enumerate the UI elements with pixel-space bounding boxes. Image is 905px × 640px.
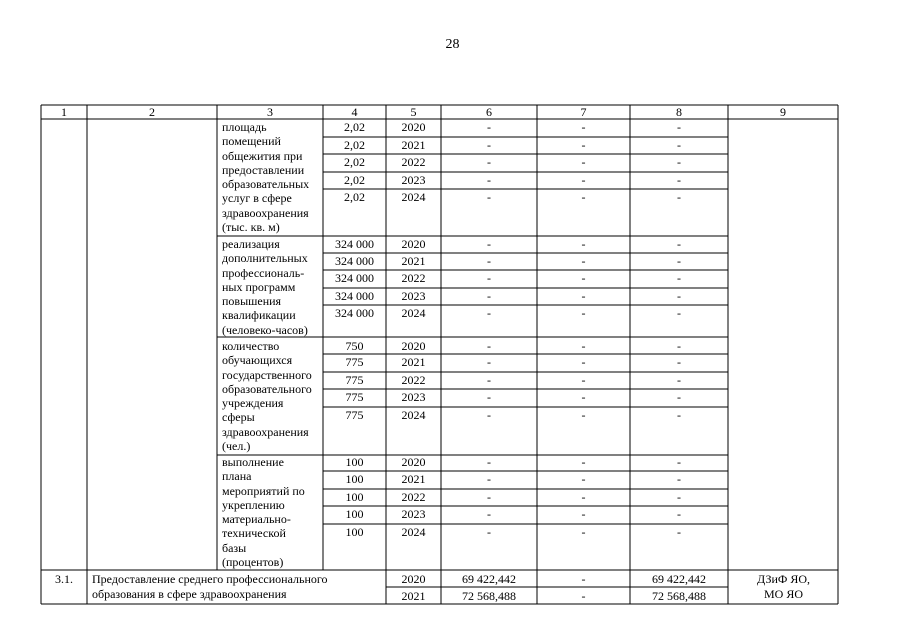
- indicator-year: 2024: [401, 408, 426, 422]
- indicator-col6: -: [487, 390, 491, 404]
- indicator-year: 2023: [401, 173, 426, 187]
- indicator-col7: -: [581, 390, 586, 404]
- indicator-col7: -: [581, 271, 586, 285]
- task-year: 2020: [401, 572, 426, 586]
- indicator-value: 100: [345, 490, 364, 504]
- indicator-col7: -: [581, 306, 586, 320]
- indicator-col6: -: [487, 138, 491, 152]
- indicator-col7: -: [581, 120, 586, 134]
- indicator-col6: -: [487, 120, 491, 134]
- indicator-col6: -: [487, 289, 491, 303]
- indicator-value: 2,02: [344, 190, 365, 204]
- indicator-value: 100: [345, 525, 364, 539]
- indicator-col6: -: [487, 339, 491, 353]
- indicator-col8: -: [677, 339, 681, 353]
- indicator-value: 2,02: [344, 155, 365, 169]
- header-col-6: 6: [486, 105, 492, 119]
- indicator-col7: -: [581, 138, 586, 152]
- indicator-col6: -: [487, 237, 491, 251]
- indicator-col8: -: [677, 390, 681, 404]
- header-col-2: 2: [149, 105, 155, 119]
- header-col-9: 9: [780, 105, 786, 119]
- indicator-year: 2020: [401, 339, 426, 353]
- task-col8: 69 422,442: [652, 572, 706, 586]
- indicator-col8: -: [677, 190, 681, 204]
- indicator-col6: -: [487, 490, 491, 504]
- indicator-col8: -: [677, 507, 681, 521]
- indicator-value: 775: [345, 373, 364, 387]
- indicator-value: 2,02: [344, 120, 365, 134]
- task-year: 2021: [401, 589, 426, 603]
- indicator-col8: -: [677, 455, 681, 469]
- indicator-col8: -: [677, 525, 681, 539]
- indicator-value: 100: [345, 472, 364, 486]
- indicator-col7: -: [581, 472, 586, 486]
- indicator-value: 100: [345, 507, 364, 521]
- indicator-col7: -: [581, 155, 586, 169]
- indicator-label-dorm-area: площадь помещений общежития при предоставлении образовательных услуг в сфере здравоохранения (тыс. кв. м): [222, 120, 310, 235]
- header-col-7: 7: [580, 105, 587, 119]
- indicator-value: 324 000: [335, 306, 374, 320]
- indicator-col6: -: [487, 507, 491, 521]
- header-col-4: 4: [351, 105, 358, 119]
- indicator-label-students: количество обучающихся государственного образовательного учреждения сферы здравоохранения (чел.): [222, 339, 312, 454]
- indicator-col8: -: [677, 254, 681, 268]
- indicator-value: 324 000: [335, 254, 374, 268]
- indicator-col7: -: [581, 190, 586, 204]
- indicator-col6: -: [487, 173, 491, 187]
- indicator-year: 2020: [401, 455, 426, 469]
- indicator-value: 775: [345, 408, 364, 422]
- indicator-value: 2,02: [344, 173, 365, 187]
- indicator-col7: -: [581, 173, 586, 187]
- header-col-8: 8: [676, 105, 682, 119]
- indicator-col7: -: [581, 408, 586, 422]
- indicator-col7: -: [581, 339, 586, 353]
- indicator-col6: -: [487, 455, 491, 469]
- task-responsible: ДЗиФ ЯО, МО ЯО: [756, 572, 811, 601]
- indicator-year: 2024: [401, 190, 426, 204]
- indicator-col6: -: [487, 190, 491, 204]
- indicator-col7: -: [581, 373, 586, 387]
- indicator-col7: -: [581, 254, 586, 268]
- indicator-year: 2022: [401, 373, 426, 387]
- indicator-col6: -: [487, 271, 491, 285]
- indicator-col6: -: [487, 355, 491, 369]
- indicator-year: 2022: [401, 155, 426, 169]
- indicator-year: 2024: [401, 525, 426, 539]
- indicator-col7: -: [581, 455, 586, 469]
- header-col-3: 3: [267, 105, 273, 119]
- indicator-col7: -: [581, 490, 586, 504]
- indicator-col6: -: [487, 472, 491, 486]
- indicator-year: 2021: [401, 472, 426, 486]
- indicator-col8: -: [677, 472, 681, 486]
- task-col6: 69 422,442: [462, 572, 516, 586]
- indicator-col7: -: [581, 289, 586, 303]
- indicator-col8: -: [677, 490, 681, 504]
- indicator-col7: -: [581, 237, 586, 251]
- indicator-year: 2024: [401, 306, 426, 320]
- indicator-col8: -: [677, 237, 681, 251]
- indicator-year: 2022: [401, 490, 426, 504]
- indicator-col8: -: [677, 173, 681, 187]
- indicator-col8: -: [677, 289, 681, 303]
- indicator-year: 2020: [401, 237, 426, 251]
- indicator-year: 2021: [401, 254, 426, 268]
- indicator-label-training-hours: реализация дополнительных профессиональ- ных программ повышения квалификации (человеко-часов): [222, 237, 308, 337]
- indicator-col8: -: [677, 271, 681, 285]
- indicator-col6: -: [487, 254, 491, 268]
- header-col-1: 1: [61, 105, 67, 119]
- indicator-col8: -: [677, 408, 681, 422]
- indicator-year: 2022: [401, 271, 426, 285]
- indicator-value: 775: [345, 355, 364, 369]
- indicator-col7: -: [581, 507, 586, 521]
- indicator-col8: -: [677, 306, 681, 320]
- indicator-col8: -: [677, 120, 681, 134]
- page-number: 28: [445, 37, 460, 52]
- indicator-col6: -: [487, 306, 491, 320]
- indicator-col8: -: [677, 155, 681, 169]
- indicator-year: 2020: [401, 120, 426, 134]
- indicator-col8: -: [677, 373, 681, 387]
- indicator-value: 775: [345, 390, 364, 404]
- indicator-value: 2,02: [344, 138, 365, 152]
- indicator-col8: -: [677, 355, 681, 369]
- indicator-year: 2023: [401, 289, 426, 303]
- task-col8: 72 568,488: [652, 589, 706, 603]
- indicator-col7: -: [581, 355, 586, 369]
- indicator-value: 324 000: [335, 237, 374, 251]
- task-name: Предоставление среднего профессионального образования в сфере здравоохранения: [92, 572, 328, 601]
- indicator-col8: -: [677, 138, 681, 152]
- indicator-year: 2023: [401, 507, 426, 521]
- indicator-col6: -: [487, 408, 491, 422]
- indicator-value: 324 000: [335, 289, 374, 303]
- indicator-year: 2021: [401, 138, 426, 152]
- indicator-col6: -: [487, 155, 491, 169]
- task-col6: 72 568,488: [462, 589, 516, 603]
- task-col7: -: [581, 589, 586, 603]
- indicator-year: 2023: [401, 390, 426, 404]
- indicator-value: 100: [345, 455, 364, 469]
- indicator-value: 750: [345, 339, 364, 353]
- indicator-label-plan-execution: выполнение плана мероприятий по укреплению материально- технической базы (процентов): [222, 455, 305, 570]
- indicator-year: 2021: [401, 355, 426, 369]
- task-number: 3.1.: [55, 572, 73, 586]
- indicator-value: 324 000: [335, 271, 374, 285]
- indicator-col6: -: [487, 373, 491, 387]
- header-col-5: 5: [410, 105, 417, 119]
- task-col7: -: [581, 572, 586, 586]
- indicator-col6: -: [487, 525, 491, 539]
- indicator-col7: -: [581, 525, 586, 539]
